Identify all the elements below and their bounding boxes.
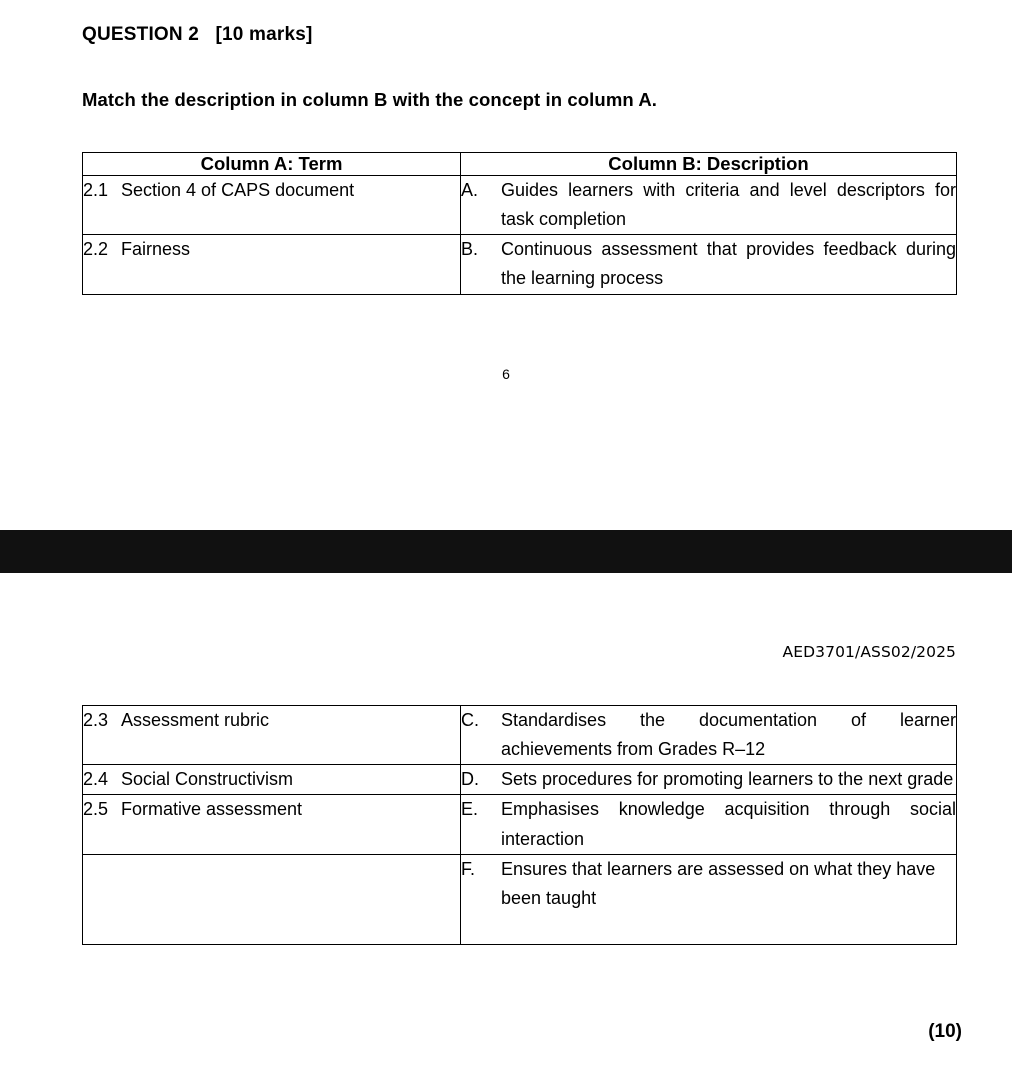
- page-fragment-one: [0, 0, 1012, 530]
- page-break-band: [0, 530, 1012, 573]
- item-number: 2.4: [83, 769, 109, 790]
- term-cell: [83, 176, 461, 235]
- option-description: Continuous assessment that provides feedback during the learning process: [501, 239, 956, 289]
- question-total-marks: (10): [928, 1021, 962, 1042]
- term-cell: [83, 235, 461, 294]
- matching-table-page-one: [82, 152, 957, 295]
- item-term: Formative assessment: [121, 799, 303, 820]
- option-letter: A.: [461, 180, 479, 200]
- item-number: 2.1: [83, 180, 109, 200]
- item-term: Assessment rubric: [121, 710, 270, 730]
- item-number: 2.5: [83, 799, 109, 820]
- item-term: Section 4 of CAPS document: [121, 180, 355, 200]
- option-letter: C.: [461, 710, 479, 730]
- item-number: 2.3: [83, 710, 109, 730]
- option-letter: E.: [461, 799, 479, 820]
- item-number: 2.2: [83, 239, 109, 260]
- description-cell: [461, 854, 957, 944]
- page-number: 6: [502, 366, 510, 382]
- option-description: Sets procedures for promoting learners to the next grade: [501, 769, 954, 790]
- table-row: [83, 176, 957, 235]
- option-description: Emphasises knowledge acquisition through social interaction: [501, 799, 956, 849]
- term-cell: [83, 795, 461, 854]
- item-term: Social Constructivism: [121, 769, 294, 790]
- option-description: Guides learners with criteria and level descriptors for task completion: [501, 180, 956, 230]
- term-cell-empty: [83, 854, 461, 944]
- table-row: [83, 795, 957, 854]
- term-cell: [83, 765, 461, 795]
- document-code-header: AED3701/ASS02/2025: [782, 643, 956, 661]
- description-cell: [461, 235, 957, 294]
- column-a-header: Column A: Term: [83, 153, 461, 176]
- question-heading: QUESTION 2 [10 marks]: [82, 24, 313, 45]
- column-b-header: Column B: Description: [461, 153, 957, 176]
- table-row: [83, 706, 957, 765]
- option-letter: B.: [461, 239, 479, 260]
- page-fragment-two: [0, 573, 1012, 1077]
- question-instruction: Match the description in column B with the concept in column A.: [82, 89, 658, 110]
- table-header-row: [83, 153, 957, 176]
- matching-table-page-two: [82, 705, 957, 945]
- option-description: Standardises the documentation of learner achievements from Grades R–12: [501, 710, 956, 760]
- option-letter: F.: [461, 858, 476, 879]
- table-row: [83, 235, 957, 294]
- item-term: Fairness: [121, 239, 191, 260]
- option-letter: D.: [461, 769, 479, 790]
- description-cell: [461, 765, 957, 795]
- term-cell: [83, 706, 461, 765]
- description-cell: [461, 706, 957, 765]
- table-row: [83, 765, 957, 795]
- table-row: [83, 854, 957, 944]
- description-cell: [461, 795, 957, 854]
- option-description: Ensures that learners are assessed on what they have been taught: [501, 858, 936, 908]
- description-cell: [461, 176, 957, 235]
